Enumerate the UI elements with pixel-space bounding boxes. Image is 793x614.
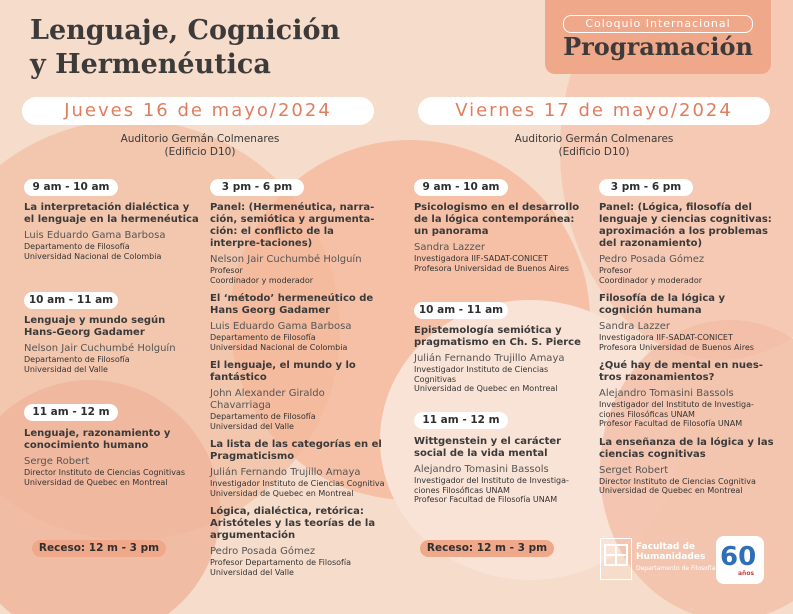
speaker-affiliation: Director Instituto de Ciencias Cognitiva [599, 476, 756, 486]
speaker-name: Julián Fernando Trujillo Amaya [414, 353, 565, 364]
day-1-venue [90, 133, 310, 159]
event-badge [545, 0, 771, 74]
speaker-affiliation: Universidad del Valle [24, 364, 108, 374]
anniversary-logo [716, 536, 764, 584]
speaker-affiliation: Investigadora IIF-SADAT-CONICET [599, 333, 733, 342]
speaker-affiliation: Departamento de Filosofía [24, 242, 130, 251]
talk-title: Lenguaje y mundo según Hans-Georg Gadamer [24, 315, 166, 338]
speaker-affiliation: Investigadora IIF-SADAT-CONICET [414, 254, 548, 263]
talk-title: La enseñanza de la lógica y las ciencias cognitivas [599, 436, 774, 460]
faculty-logo [600, 538, 716, 582]
speaker-affiliation: Universidad del Valle [210, 421, 294, 431]
speaker-affiliation: Departamento de Filosofía [210, 412, 316, 421]
speaker-name: Serget Robert [599, 464, 669, 476]
speaker-affiliation: Universidad Nacional de Colombia [210, 342, 348, 352]
page-title [30, 14, 360, 82]
speaker-affiliation: ciones Filosóficas UNAM [599, 409, 695, 419]
speaker-affiliation: Universidad de Quebec en Montreal [599, 486, 743, 495]
speaker-affiliation: Investigador Instituto de Ciencias Cognitiva [210, 479, 385, 488]
faculty-line-2: Humanidades [636, 552, 706, 562]
speaker-name: Sandra Lazzer [599, 321, 671, 332]
talk-title: La interpretación dialéctica y el lenguaje en la hermenéutica [24, 202, 199, 225]
anniversary-label: años [738, 570, 755, 577]
faculty-department: Departamento de Filosofía [636, 565, 716, 572]
talk-block [24, 315, 199, 374]
speaker-name: Julián Fernando Trujillo Amaya [210, 467, 361, 478]
venue-name: Auditorio Germán Colmenares [514, 133, 674, 145]
speaker-affiliation: Universidad de Quebec en Montreal [210, 488, 354, 498]
speaker-affiliation: Profesora Universidad de Buenos Aires [414, 263, 569, 273]
speaker-affiliation: Universidad de Quebec en Montreal [24, 477, 168, 487]
speaker-affiliation: Universidad del Valle [210, 567, 294, 577]
speaker-name: Luis Eduardo Gama Barbosa [210, 321, 352, 332]
talk-block [414, 436, 589, 505]
time-slot-pill: 11 am - 12 m [24, 404, 118, 421]
speaker-affiliation: Director Instituto de Ciencias Cognitivas [24, 468, 186, 477]
talk-title: Wittgenstein y el carácter social de la vida mental [414, 436, 562, 459]
time-slot-pill: 9 am - 10 am [414, 179, 508, 196]
day-1-header: Jueves 16 de mayo/2024 [22, 97, 374, 125]
speaker-name: Alejandro Tomasini Bassols [414, 464, 549, 475]
talk-title: Panel: (Lógica, filosofía del lenguaje y ciencias cognitivas: aproximación a los problemas del razonamiento) [599, 202, 772, 249]
venue-building: (Edificio D10) [558, 146, 630, 158]
speaker-name: Serge Robert [24, 456, 90, 467]
speaker-name: Luis Eduardo Gama Barbosa [24, 230, 166, 241]
speaker-affiliation: Departamento de Filosofía [210, 333, 316, 342]
talk-title: Filosofía de la lógica y cognición humana [599, 293, 726, 316]
speaker-affiliation: Investigador del Instituto de Investiga- [414, 476, 569, 485]
talk-list [210, 202, 385, 577]
time-slot-pill: 10 am - 11 am [24, 292, 118, 309]
time-slot-pill: 9 am - 10 am [24, 179, 118, 196]
title-line-1: Lenguaje, Cognición [30, 15, 341, 46]
speaker-affiliation: Profesor [599, 266, 632, 275]
speaker-name: Pedro Posada Gómez [210, 546, 316, 557]
speaker-affiliation: Coordinador y moderador [210, 275, 314, 285]
speaker-name: John Alexander Giraldo Chavarriaga [210, 388, 325, 411]
talk-title: Epistemología semiótica y pragmatismo en Ch. S. Pierce [414, 325, 581, 348]
talk-list [599, 202, 779, 496]
university-shield-icon [600, 538, 632, 580]
talk-title: El ‘método’ hermeneútico de Hans Georg Gadamer [210, 293, 374, 316]
talk-title: Psicologismo en el desarrollo de la lógica contemporánea: un panorama [414, 202, 580, 237]
talk-block [24, 202, 199, 261]
speaker-name: Nelson Jair Cuchumbé Holguín [24, 343, 176, 354]
venue-name: Auditorio Germán Colmenares [120, 133, 280, 145]
badge-title: Programación [563, 32, 753, 61]
faculty-line-1: Facultad de [636, 542, 696, 552]
speaker-affiliation: Profesor Facultad de Filosofía UNAM [414, 495, 558, 504]
recess-pill: Receso: 12 m - 3 pm [32, 540, 166, 557]
venue-building: (Edificio D10) [164, 146, 236, 158]
time-slot-pill: 3 pm - 6 pm [599, 179, 693, 196]
time-slot-pill: 10 am - 11 am [414, 302, 508, 319]
talk-title: El lenguaje, el mundo y lo fantástico [210, 360, 356, 383]
talk-title: ¿Qué hay de mental en nues-tros razonamientos? [599, 360, 763, 383]
recess-pill: Receso: 12 m - 3 pm [420, 540, 554, 557]
talk-title: Lenguaje, razonamiento y conocimiento humano [24, 428, 171, 451]
speaker-affiliation: Universidad Nacional de Colombia [24, 251, 162, 261]
talk-block [414, 202, 589, 273]
speaker-name: Alejandro Tomasini Bassols [599, 388, 734, 399]
speaker-affiliation: Profesora Universidad de Buenos Aires [599, 342, 754, 352]
speaker-affiliation: Departamento de Filosofía [24, 355, 130, 364]
speaker-affiliation: ciones Filosóficas UNAM [414, 485, 510, 495]
talk-title: Panel: (Hermenéutica, narra-ción, semiótica y argumenta-ción: el conflicto de la interpre-taciones) [210, 202, 375, 249]
speaker-affiliation: Universidad de Quebec en Montreal [414, 384, 558, 393]
speaker-affiliation: Profesor Facultad de Filosofía UNAM [599, 419, 743, 428]
talk-title: La lista de las categorías en el Pragmaticismo [210, 439, 382, 462]
speaker-affiliation: Investigador Instituto de Ciencias Cognitivas [414, 365, 549, 384]
anniversary-number: 60 [720, 542, 757, 572]
speaker-affiliation: Coordinador y moderador [599, 275, 703, 285]
day-2-header: Viernes 17 de mayo/2024 [418, 97, 770, 125]
speaker-name: Nelson Jair Cuchumbé Holguín [210, 254, 362, 265]
talk-title: Lógica, dialéctica, retórica: Aristóteles y las teorías de la argumentación [210, 506, 376, 541]
talk-block [414, 325, 589, 394]
time-slot-pill: 3 pm - 6 pm [210, 179, 304, 196]
speaker-name: Sandra Lazzer [414, 242, 486, 253]
speaker-affiliation: Investigador del Instituto de Investiga- [599, 400, 754, 409]
day-2-venue [484, 133, 704, 159]
speaker-affiliation: Profesor Departamento de Filosofía [210, 558, 351, 567]
badge-subtitle: Coloquio Internacional [563, 15, 753, 33]
title-line-2: y Hermenéutica [30, 49, 271, 80]
time-slot-pill: 11 am - 12 m [414, 412, 508, 429]
talk-block [24, 428, 199, 487]
speaker-name: Pedro Posada Gómez [599, 254, 705, 265]
speaker-affiliation: Profesor [210, 266, 243, 275]
faculty-name [636, 542, 705, 562]
